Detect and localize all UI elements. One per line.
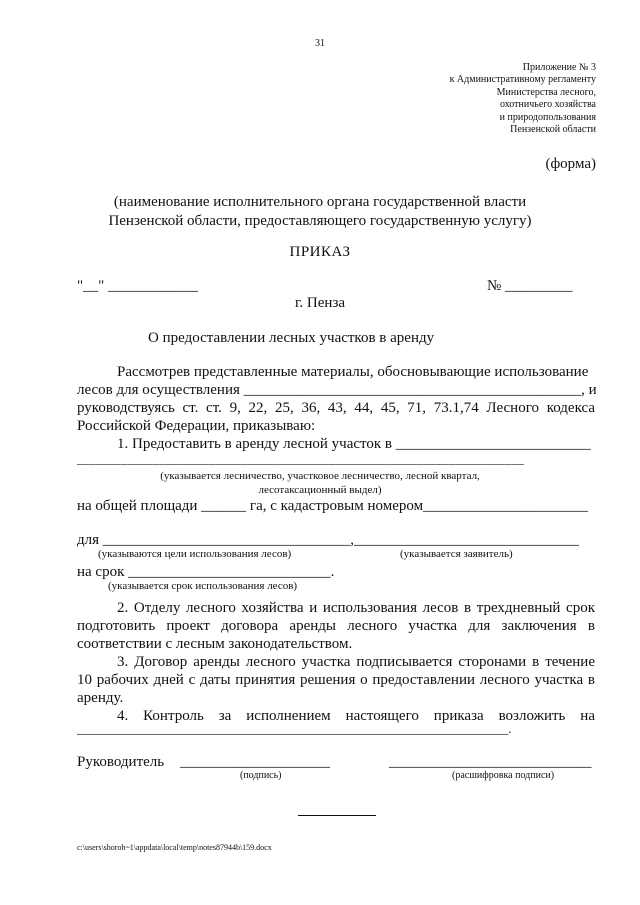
item3-line [77, 654, 595, 671]
appendix-line: охотничьего хозяйства [499, 99, 596, 111]
hint-forestry: (указывается лесничество, участковое лесничество, лесной квартал, [160, 470, 480, 482]
item3-line: аренду. [77, 690, 124, 706]
city: г. Пенза [294, 295, 346, 311]
forma-label: (форма) [545, 156, 596, 172]
item2-line: соответствии с лесным законодательством. [77, 636, 353, 652]
hint-purpose: (указываются цели использования лесов) [98, 548, 292, 560]
number-field: № _________ [487, 278, 573, 294]
item2-line-text: подготовить проект договора аренды лесного участка для заключения в [77, 618, 595, 634]
org-name-placeholder [0, 193, 640, 231]
para1-line: Российской Федерации, приказываю: [77, 418, 316, 434]
for-line: для _________________________________,______________________________ [77, 532, 580, 548]
signature-hint: (подпись) [240, 770, 282, 781]
appendix-line: и природопользования [499, 111, 596, 123]
org-line: Пензенской области, предоставляющего государственную услугу) [108, 213, 532, 229]
para1-line-text: руководствуясь ст. ст. 9, 22, 25, 36, 43, 44, 45, 71, 73.1,74 Лесного кодекса [77, 400, 595, 416]
decode-hint: (расшифровка подписи) [452, 770, 555, 781]
date-field: "__" ____________ [77, 278, 198, 294]
item1-blank-line: _______________________________________________________________________ [77, 452, 525, 466]
item3-line-text: 10 рабочих дней с даты принятия решения о предоставлении лесного участка в [77, 672, 595, 688]
item3-line-text: 3. Договор аренды лесного участка подписывается сторонами в течение [117, 654, 595, 670]
appendix-line: Министерства лесного, [496, 86, 596, 98]
appendix-line: Приложение № 3 [522, 62, 596, 73]
subject-line: О предоставлении лесных участков в аренду [148, 330, 435, 346]
para1-line-text: лесов для осуществления _____________________________________________, и [77, 382, 597, 398]
para1-line [77, 382, 595, 399]
decode-line: ___________________________ [389, 754, 592, 770]
appendix-line: к Административному регламенту [449, 74, 596, 86]
para1-line: Рассмотрев представленные материалы, обосновывающие использование [117, 364, 589, 380]
page-number: 31 [315, 38, 325, 49]
item1-line: 1. Предоставить в аренду лесной участок в __________________________ [117, 436, 591, 452]
org-line: (наименование исполнительного органа государственной власти [113, 194, 527, 210]
item4-line-text: 4. Контроль за исполнением настоящего приказа возложить на [117, 708, 595, 724]
area-line: на общей площади ______ га, с кадастровым номером______________________ [77, 498, 589, 514]
term-line: на срок ___________________________. [77, 564, 335, 580]
hint-forestry: лесотаксационный выдел) [258, 484, 382, 496]
item2-line-text: 2. Отделу лесного хозяйства и использования лесов в трехдневный срок [117, 600, 595, 616]
signature-line: ____________________ [180, 754, 330, 770]
item2-line [77, 600, 595, 617]
head-label: Руководитель [77, 754, 165, 770]
hint-applicant: (указывается заявитель) [400, 548, 513, 560]
para1-line [77, 400, 595, 417]
footer-file-path: c:\users\shoroh~1\appdata\local\temp\notes87944b\159.docx [77, 843, 272, 852]
separator-line [298, 815, 376, 816]
appendix-line: Пензенской области [510, 124, 596, 136]
appendix-block [450, 62, 596, 136]
document-title: ПРИКАЗ [289, 244, 351, 260]
item3-line [77, 672, 595, 689]
item4-blank-line: _____________________________________________________________________. [77, 722, 512, 736]
item2-line [77, 618, 595, 635]
hint-term: (указывается срок использования лесов) [108, 580, 298, 592]
